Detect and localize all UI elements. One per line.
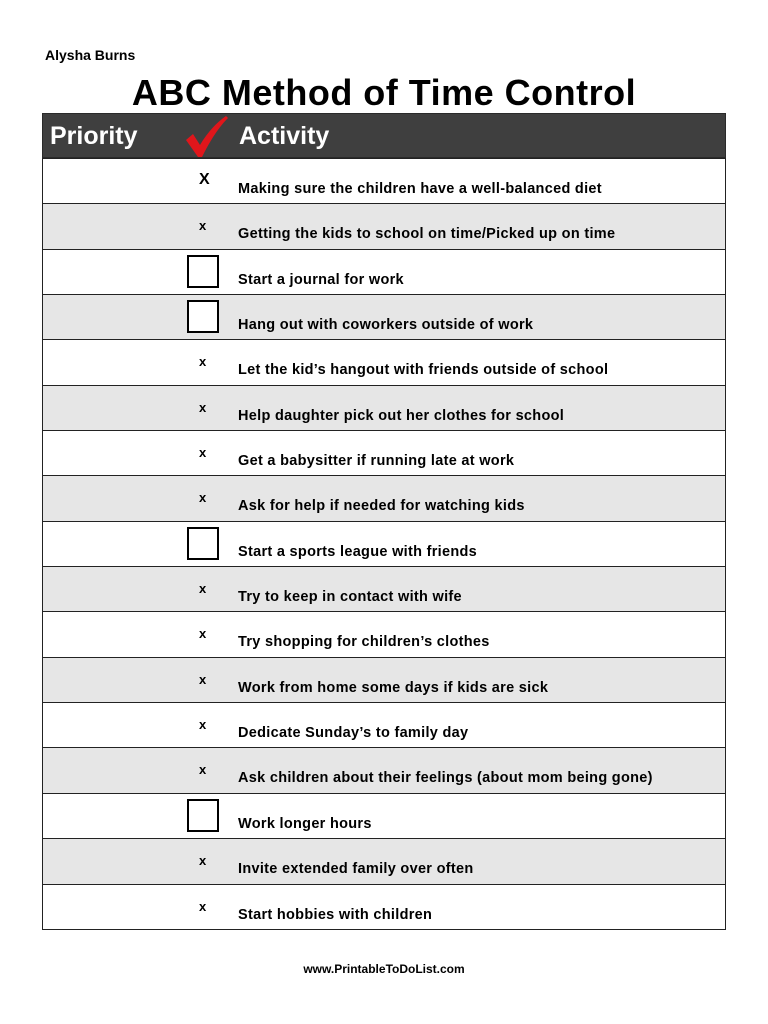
priority-column-header: Priority (50, 122, 138, 150)
activity-text: Hang out with coworkers outside of work (238, 317, 534, 334)
activity-text: Work longer hours (238, 815, 372, 832)
table-row (43, 884, 725, 929)
activity-text: Try shopping for children’s clothes (238, 634, 490, 651)
activity-text: Work from home some days if kids are sick (238, 679, 549, 696)
activity-text: Start hobbies with children (238, 906, 433, 923)
table-row (43, 339, 725, 384)
activity-text: Get a babysitter if running late at work (238, 453, 515, 470)
table-row (43, 249, 725, 294)
activity-text: Start a journal for work (238, 271, 404, 288)
table-row (43, 566, 725, 611)
table-row (43, 793, 725, 838)
completed-mark: x (199, 354, 207, 370)
table-row (43, 430, 725, 475)
completed-mark: x (199, 898, 207, 914)
activity-table (42, 113, 726, 930)
activity-text: Ask children about their feelings (about mom being gone) (238, 770, 653, 787)
activity-text: Start a sports league with friends (238, 543, 478, 560)
completed-mark: x (199, 581, 207, 597)
empty-checkbox[interactable] (187, 527, 219, 560)
empty-checkbox[interactable] (187, 799, 219, 832)
table-row (43, 294, 725, 339)
completed-mark: x (199, 626, 207, 642)
activity-text: Getting the kids to school on time/Picked up on time (238, 226, 616, 243)
table-row (43, 521, 725, 566)
completed-mark: x (199, 490, 207, 506)
completed-mark: x (199, 853, 207, 869)
completed-mark: x (199, 762, 207, 778)
table-row (43, 838, 725, 883)
completed-mark: x (199, 671, 207, 687)
table-row (43, 611, 725, 656)
completed-mark: x (199, 399, 207, 415)
activity-text: Ask for help if needed for watching kids (238, 498, 525, 515)
table-row (43, 158, 725, 203)
table-row (43, 385, 725, 430)
activity-text: Let the kid’s hangout with friends outside of school (238, 362, 609, 379)
footer-url: www.PrintableToDoList.com (303, 962, 465, 976)
table-row (43, 747, 725, 792)
table-row (43, 203, 725, 248)
red-checkmark-icon (183, 115, 229, 159)
page-title: ABC Method of Time Control (131, 72, 637, 113)
activity-text: Making sure the children have a well-balanced diet (238, 181, 602, 197)
completed-mark: x (199, 218, 207, 234)
completed-mark: x (199, 717, 207, 733)
table-header (42, 113, 726, 158)
activity-text: Help daughter pick out her clothes for school (238, 407, 565, 424)
table-row (43, 702, 725, 747)
empty-checkbox[interactable] (187, 300, 219, 333)
activity-column-header: Activity (239, 122, 330, 150)
activity-text: Dedicate Sunday’s to family day (238, 725, 469, 742)
completed-mark: x (199, 445, 207, 461)
table-row (43, 657, 725, 702)
table-row (43, 475, 725, 520)
author-name: Alysha Burns (45, 47, 136, 63)
completed-mark: X (199, 171, 210, 188)
empty-checkbox[interactable] (187, 255, 219, 288)
activity-text: Try to keep in contact with wife (238, 589, 462, 606)
activity-text: Invite extended family over often (238, 861, 474, 878)
table-rows (42, 158, 726, 930)
